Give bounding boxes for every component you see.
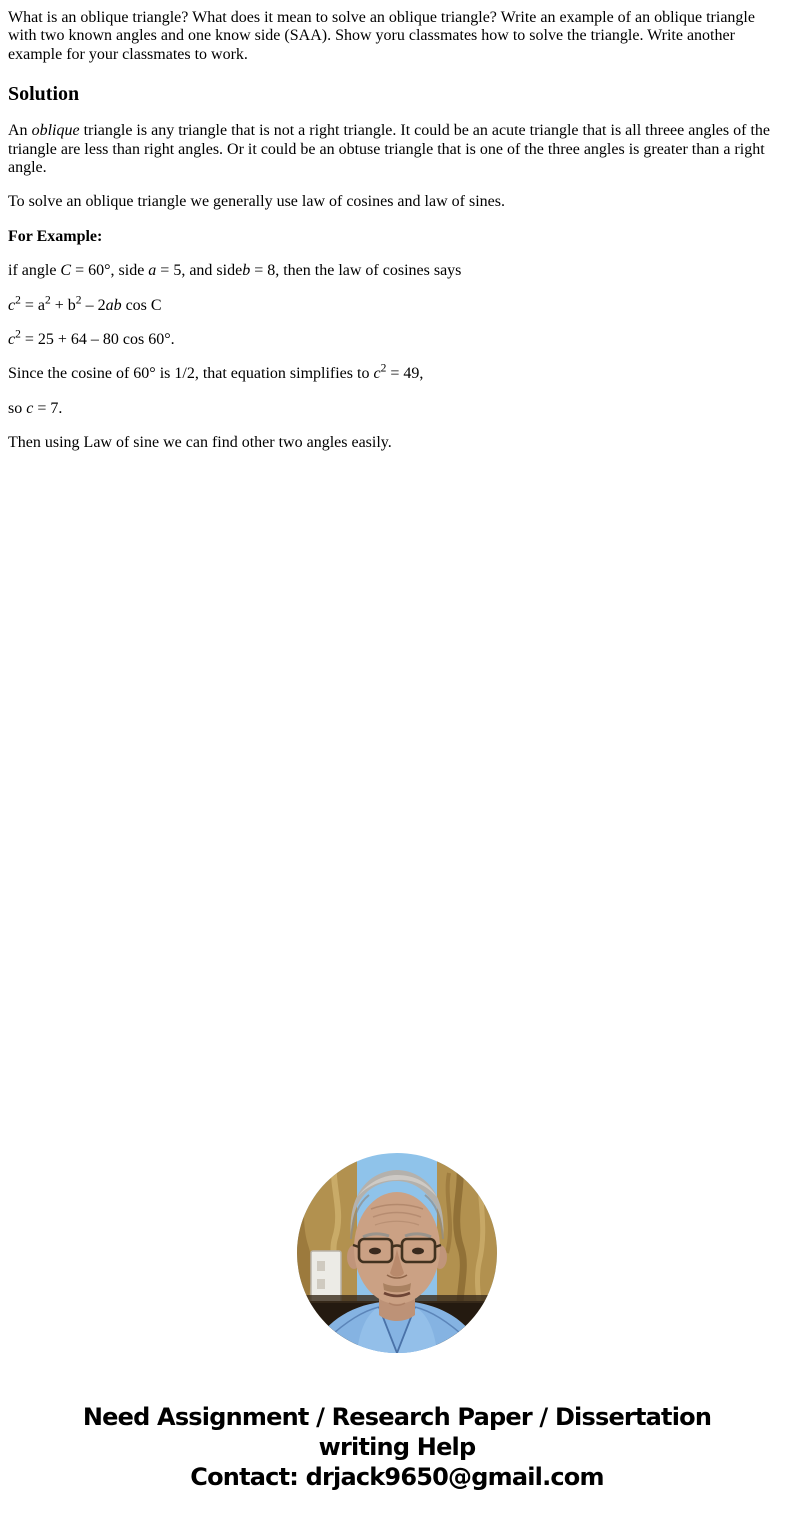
text-segment: = a (20, 296, 45, 314)
text-segment: oblique (31, 122, 80, 140)
text-segment: ab (105, 296, 122, 314)
text-segment: so (8, 399, 27, 417)
superscript: 2 (380, 362, 387, 375)
text-segment: b (242, 262, 251, 280)
solution-heading: Solution (8, 83, 80, 106)
text-segment: c (26, 399, 34, 417)
superscript: 2 (15, 328, 21, 341)
text-segment: = 49, (386, 365, 424, 383)
simplification-paragraph (8, 362, 786, 383)
text-segment: triangle is any triangle that is not a right triangle. It could be an acute triangle that is all threee angles of the triangle are less than right angles. Or it could be an obtuse triangle that is one of the three angles is greater than a right angle. (8, 122, 770, 176)
oblique-definition-paragraph (8, 122, 786, 177)
text-segment: An (8, 122, 32, 140)
result-paragraph (8, 400, 786, 418)
text-segment: c (8, 296, 16, 314)
superscript: 2 (15, 294, 21, 307)
substitution-equation (8, 328, 786, 349)
text-segment: a (148, 262, 157, 280)
superscript: 2 (75, 294, 82, 307)
text-segment: = 5, and side (156, 262, 243, 280)
example-setup-paragraph (8, 262, 786, 280)
document-body (0, 0, 794, 452)
instructor-avatar (297, 1153, 497, 1353)
footer-line: writing Help (318, 1433, 476, 1461)
method-paragraph: To solve an oblique triangle we generally use law of cosines and law of sines. (8, 193, 505, 211)
text-segment: if angle (8, 262, 61, 280)
text-segment: C (60, 262, 72, 280)
text-segment: = 8, then the law of cosines says (250, 262, 462, 280)
text-segment: = 60°, side (71, 262, 149, 280)
text-segment: – 2 (81, 296, 106, 314)
text-segment: Since the cosine of 60° is 1/2, that equation simplifies to (8, 365, 374, 383)
text-segment: = 7. (33, 399, 63, 417)
text-segment: c (373, 365, 381, 383)
text-segment: = 25 + 64 – 80 cos 60°. (20, 330, 175, 348)
for-example-label: For Example: (8, 227, 103, 245)
text-segment: + b (50, 296, 76, 314)
avatar-photo-illustration (297, 1153, 497, 1353)
footer-advertisement (0, 1402, 794, 1492)
conclusion-paragraph: Then using Law of sine we can find other two angles easily. (8, 434, 392, 452)
superscript: 2 (45, 294, 51, 307)
question-paragraph: What is an oblique triangle? What does it mean to solve an oblique triangle? Write an example of an oblique triangle with two known angles and one know side (SAA). Show yoru classmates how to solve the triangle. Write another example for your classmates to work. (8, 9, 755, 63)
text-segment: c (8, 330, 16, 348)
footer-contact-email: Contact: drjack9650@gmail.com (190, 1463, 604, 1491)
law-of-cosines-equation (8, 294, 786, 315)
footer-line: Need Assignment / Research Paper / Dissertation (82, 1403, 712, 1431)
text-segment: cos C (121, 296, 162, 314)
